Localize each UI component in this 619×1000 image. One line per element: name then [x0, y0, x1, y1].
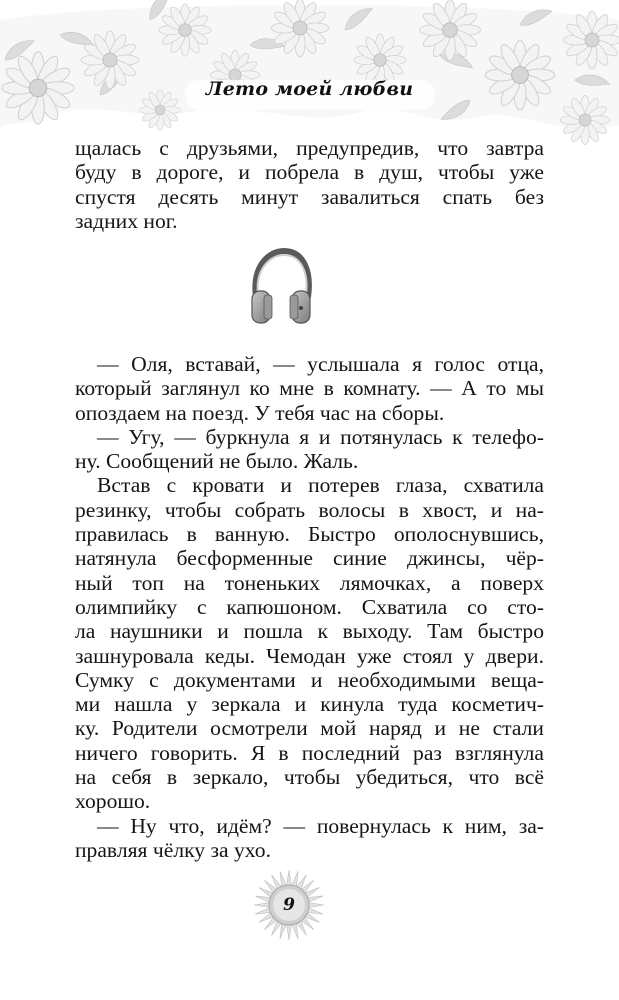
text-line: на себя в зеркало, чтобы убедиться, что всё [75, 765, 544, 790]
text-line: ла наушники и пошла к выходу. Там быстро [75, 619, 544, 644]
page-number: 9 [283, 895, 295, 915]
text-line: — Оля, вставай, — услышала я голос отца, [97, 352, 544, 376]
text-line: олимпийку с капюшоном. Схватила со сто- [75, 594, 544, 619]
text-line: спустя десять минут завалиться спать без [75, 184, 544, 209]
text-line: — Ну что, идём? — повернулась к ним, за- [97, 813, 544, 838]
text-line: правилась в ванную. Быстро ополоснувшись, [75, 522, 544, 547]
text-line: щалась с друзьями, предупредив, что завтра [75, 136, 544, 160]
text-line: Встав с кровати и потерев глаза, схватила [97, 473, 544, 498]
page-header [0, 0, 619, 150]
text-block-top [75, 136, 544, 233]
text-line: зашнуровала кеды. Чемодан уже стоял у двери. [75, 643, 544, 668]
text-line: буду в дороге, и побрела в душ, чтобы уже [75, 160, 544, 185]
text-line: правляя чёлку за ухо. [75, 837, 271, 862]
running-header-title: Лето моей любви [205, 78, 414, 100]
daisy-flowers-icon [0, 0, 619, 150]
text-line: задних ног. [75, 208, 178, 233]
text-line: ну. Сообщений не было. Жаль. [75, 449, 359, 474]
text-line: резинку, чтобы собрать волосы в хвост, и на- [75, 497, 544, 522]
text-line: ный топ на тоненьких лямочках, а поверх [75, 570, 544, 595]
text-line: ничего говорить. Я в последний раз взглянула [75, 740, 544, 765]
text-line: ку. Родители осмотрели мой наряд и не стали [75, 716, 544, 741]
text-block-main [75, 352, 544, 862]
text-line: ми нашла у зеркала и кинула туда косметич- [75, 692, 544, 717]
text-line: опоздаем на поезд. У тебя час на сборы. [75, 400, 445, 425]
text-line: который заглянул ко мне в комнату. — А то мы [75, 376, 544, 401]
text-line: хорошо. [75, 789, 151, 814]
text-line: Сумку с документами и необходимыми веща- [75, 667, 544, 692]
text-line: — Угу, — буркнула я и потянулась к телефо- [97, 424, 544, 449]
headphones-icon [248, 247, 314, 329]
text-line: натянула бесформенные синие джинсы, чёр- [75, 546, 544, 571]
